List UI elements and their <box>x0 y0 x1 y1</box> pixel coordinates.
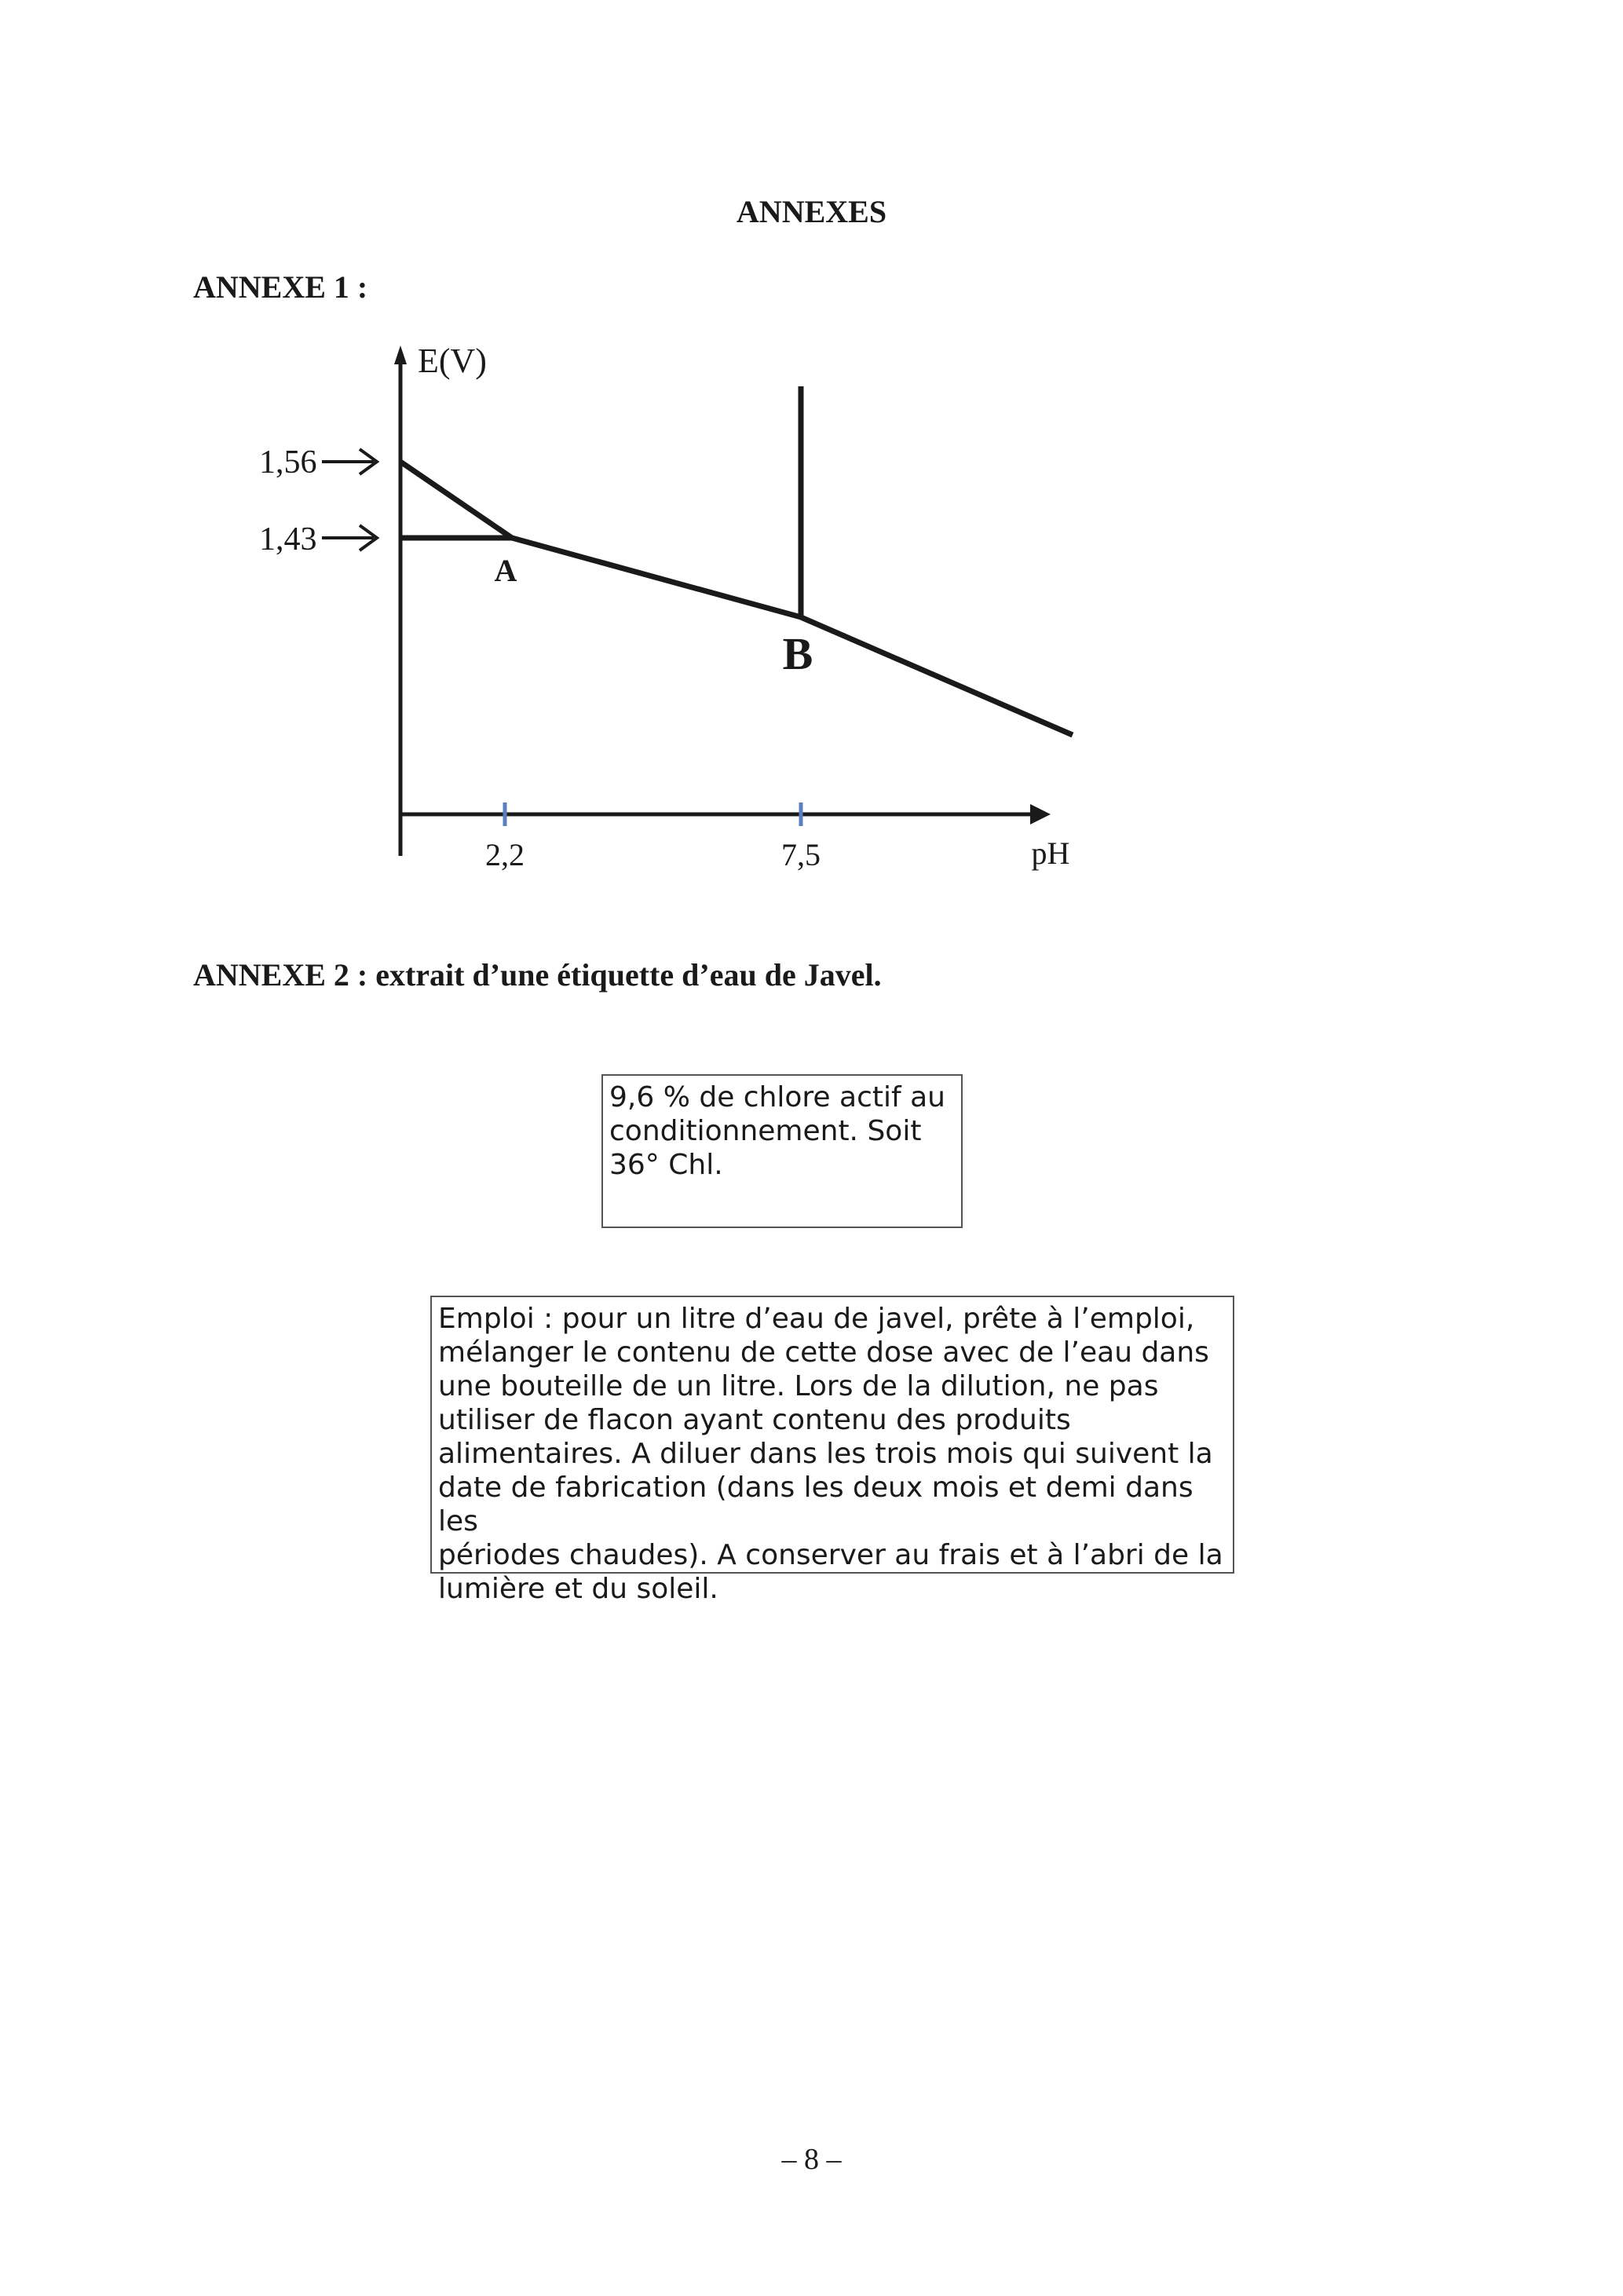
frontier-line-1-56-to-a <box>400 462 512 538</box>
label-excerpt-usage-box: Emploi : pour un litre d’eau de javel, prête à l’emploi, mélanger le contenu de cette dose avec de l’eau dans une bouteille de un litre. Lors de la dilution, ne pas utiliser de flacon ayant contenu des produits alimentaires. A diluer dans les trois mois qui suivent la date de fabrication (dans les deux mois et demi dans les périodes chaudes). A conserver au frais et à l’abri de la lumière et du soleil. <box>430 1296 1234 1574</box>
page-number: – 8 – <box>781 2143 842 2176</box>
x-tick-label-7-5: 7,5 <box>781 837 821 872</box>
y-marker-1-56: 1,56 <box>259 444 317 481</box>
x-tick-label-2-2: 2,2 <box>485 837 525 872</box>
x-axis-arrowhead <box>1030 804 1051 824</box>
annexe2-heading: ANNEXE 2 : extrait d’une étiquette d’eau de Javel. <box>193 957 882 993</box>
point-b-label: B <box>782 628 813 679</box>
annexe1-heading: ANNEXE 1 : <box>193 269 368 305</box>
y-marker-1-43: 1,43 <box>259 521 317 558</box>
point-a-label: A <box>494 553 517 588</box>
y-axis-label: E(V) <box>418 342 487 380</box>
label-excerpt-chlorine-box: 9,6 % de chlore actif au conditionnement. Soit 36° Chl. <box>601 1074 963 1228</box>
frontier-line-a-to-b <box>512 538 801 617</box>
potential-ph-diagram <box>188 330 1162 895</box>
page-title: ANNEXES <box>736 194 887 229</box>
frontier-line-b-onward <box>801 617 1073 735</box>
x-axis-label: pH <box>1031 835 1070 871</box>
y-axis-arrowhead <box>394 345 407 364</box>
